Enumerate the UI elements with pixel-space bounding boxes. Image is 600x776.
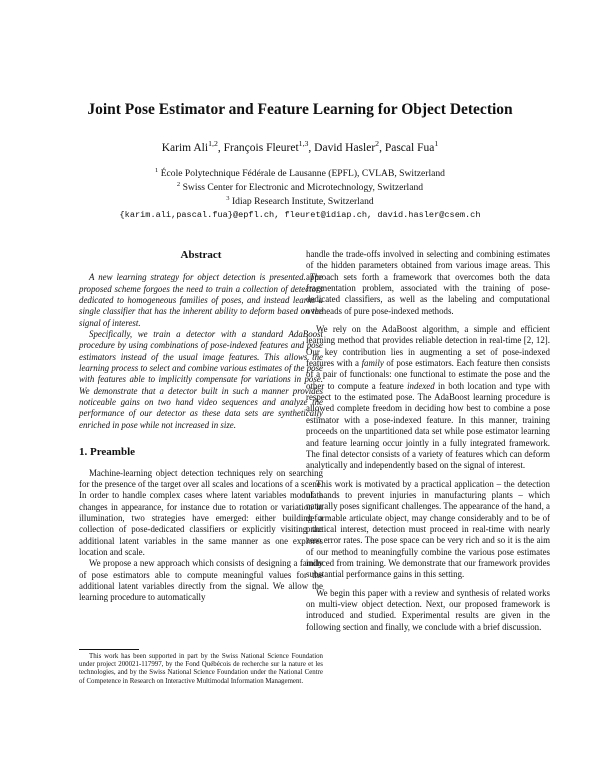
affiliation-text: Idiap Research Institute, Switzerland <box>231 196 374 207</box>
author-affiliation-mark: 1,3 <box>298 139 309 149</box>
affiliation <box>0 168 600 179</box>
affiliation-text: Swiss Center for Electronic and Microtechnology, Switzerland <box>182 182 424 193</box>
text-run: of pose estimators. Each feature then consists of a pair of functionals: one functional to estimate the pose and the other to compute a feature <box>306 358 550 391</box>
abstract-heading: Abstract <box>180 249 222 261</box>
author-name: Pascal Fua <box>384 142 435 154</box>
abstract-body <box>79 272 323 431</box>
body-paragraph: This work is motivated by a practical application – the detection of hands to prevent injuries in manufacturing plants – which naturally poses significant challenges. The appearance of the hand, a deformable articulate object, may change considerably and to be of practical interest, detection must proceed in real-time with nearly zero error rates. The pose space can be very rich and so it is the aim of our method to meaningfully combine the various pose estimates induced from training. We demonstrate that our framework provides substantial performance gains in this setting. <box>306 478 550 580</box>
author-name: François Fleuret <box>223 142 299 154</box>
affiliation-mark: 2 <box>176 180 181 188</box>
text-run: We rely on the AdaBoost algorithm, a simple and efficient learning method that provides reliable detection in real-time [2, 12]. Our key contribution lies in augmenting a set of pose-indexed features with a <box>306 324 550 369</box>
emphasis-indexed: indexed <box>407 380 435 391</box>
paper-title: Joint Pose Estimator and Feature Learning for Object Detection <box>87 101 513 118</box>
author-emails: {karim.ali,pascal.fua}@epfl.ch, fleuret@idiap.ch, david.hasler@csem.ch <box>119 210 481 220</box>
affiliation-mark: 3 <box>226 194 230 202</box>
emphasis-family: family <box>361 358 384 369</box>
left-column <box>79 250 323 604</box>
affiliation <box>0 196 600 207</box>
abstract-paragraph: A new learning strategy for object detection is presented. The proposed scheme forgoes the need to train a collection of detectors dedicated to homogeneous families of poses, and instead learns a single classifier that has the inherent ability to deform based on the signal of interest. <box>79 272 323 328</box>
body-paragraph <box>306 324 550 471</box>
body-paragraph: We propose a new approach which consists of designing a family of pose estimators able to compute meaningful values for the additional latent variables directly from the signal. We allow the learning procedure to automatically <box>79 558 323 603</box>
author-list: Karim Ali$^{1,2}$, François Fleuret$^{1,3}$, David Hasler$^2$, Pascal Fua$^1$ <box>161 139 439 154</box>
body-paragraph: Machine-learning object detection techniques rely on searching for the presence of the target over all scales and locations of a scene. In order to handle complex cases where latent variables modulate changes in appearance, for instance due to rotation or variation in illumination, two strategies have emerged: either building a collection of pose-dedicated classifiers or explicitly visiting the additional latent variables in the same manner as one explores location and scale. <box>79 467 323 557</box>
author-affiliation-mark: 1,2 <box>208 139 218 149</box>
author-name: David Hasler <box>314 142 376 154</box>
body-paragraph: We begin this paper with a review and synthesis of related works on multi-view object detection. Next, our proposed framework is introduced and studied. Experimental results are given in the following section and finally, we conclude with a brief discussion. <box>306 587 550 632</box>
author-affiliation-mark: 2 <box>375 139 380 149</box>
affiliation-mark: 1 <box>155 166 159 174</box>
footnote-divider <box>79 649 139 650</box>
affiliation-text: École Polytechnique Fédérale de Lausanne (EPFL), CVLAB, Switzerland <box>160 168 445 179</box>
author-affiliation-mark: 1 <box>434 139 439 149</box>
body-paragraph: handle the trade-offs involved in selecting and combining estimates of the hidden parameters obtained from various image areas. This approach sets forth a framework that overcomes both the data fragmentation problem, associated with the training of pose-dedicated classifiers, as well as the labeling and computational overheads of pure pose-indexed methods. <box>306 249 550 316</box>
affiliation <box>0 182 600 193</box>
footnote <box>79 653 323 686</box>
author-name: Karim Ali <box>161 142 209 154</box>
text-run: in both location and type with respect to the estimated pose. The AdaBoost learning procedure is allowed complete freedom in deciding how best to combine a pose estimator with a pose-indexed feature. In this manner, training proceeds on the unpartitioned data set while pose estimator learning and feature learning occur jointly in a fully integrated framework. The final detector consists of a variety of features which can deform analytically and independently based on the signal of interest. <box>306 380 550 471</box>
footnote-text: This work has been supported in part by the Swiss National Science Foundation under project 200021-117997, by the Fond Québécois de recherche sur la nature et les technologies, and by the Swiss National Science Foundation under the National Centre of Competence in Research on Interactive Multimodal Information Management. <box>79 653 323 685</box>
right-column <box>306 249 550 633</box>
section-heading: 1. Preamble <box>79 446 136 459</box>
abstract-paragraph: Specifically, we train a detector with a standard AdaBoost procedure by using combinations of pose-indexed features and pose estimators instead of the usual image features. This allows the learning process to select and combine various estimates of the pose with features able to implicitly compensate for variations in pose. We demonstrate that a detector built in such a manner provides noticeable gains on two hand video sequences and analyze the performance of our detector as these data sets are synthetically enriched in pose while not increased in size. <box>79 329 323 430</box>
